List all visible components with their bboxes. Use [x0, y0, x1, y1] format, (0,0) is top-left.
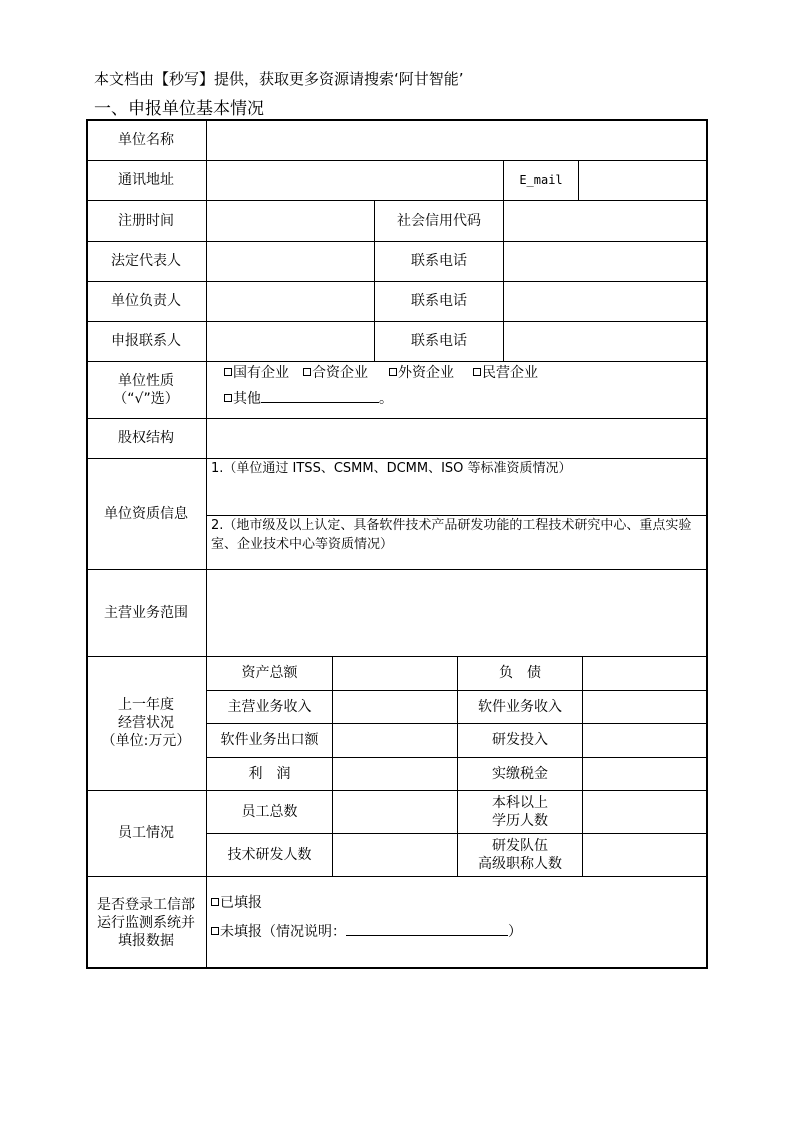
operation-label	[86, 656, 206, 790]
qualification-label: 单位资质信息	[104, 505, 188, 522]
email-label: E_mail	[519, 173, 563, 187]
monitor-not-filled-label: 未填报（情况说明：	[220, 924, 346, 940]
unit-nature-label	[86, 361, 206, 418]
equity-field[interactable]	[207, 419, 706, 458]
applicant-contact-label: 申报联系人	[111, 333, 181, 349]
staff-label: 员工情况	[118, 825, 174, 841]
legal-rep-field[interactable]	[207, 242, 374, 281]
unit-nature-label-line2: （“√”选）	[113, 390, 179, 407]
monitor-label-line2: 运行监测系统并	[97, 914, 195, 931]
monitor-option-not-filled[interactable]	[211, 923, 522, 941]
operation-label-line2: 经营状况	[118, 715, 174, 731]
bachelor-label-line2: 学历人数	[492, 812, 548, 829]
total-assets-label: 资产总额	[241, 665, 298, 681]
bachelor-label	[458, 790, 582, 833]
rd-team-label-line2: 高级职称人数	[478, 855, 562, 872]
monitor-label	[86, 876, 206, 969]
checkbox-icon	[211, 898, 219, 906]
checkbox-icon	[224, 368, 232, 376]
checkbox-icon	[211, 927, 219, 935]
legal-rep-phone-field[interactable]	[504, 242, 706, 281]
tax-paid-label: 实缴税金	[492, 765, 548, 782]
total-staff-label: 员工总数	[241, 803, 298, 820]
credit-code-label: 社会信用代码	[397, 212, 481, 229]
reg-time-label: 注册时间	[118, 212, 174, 229]
bachelor-label-line1: 本科以上	[492, 794, 548, 811]
unit-name-label: 单位名称	[118, 131, 174, 148]
nature-option-joint-venture[interactable]	[303, 364, 368, 382]
liabilities-field[interactable]	[583, 657, 706, 690]
monitor-label-line1: 是否登录工信部	[97, 896, 195, 913]
rd-investment-label: 研发投入	[492, 732, 548, 748]
business-scope-field[interactable]	[207, 570, 706, 656]
nature-option-foreign[interactable]	[389, 364, 454, 382]
nature-option-label: 合资企业	[312, 365, 368, 381]
nature-option-private[interactable]	[473, 364, 538, 382]
qualification-note-1[interactable]: 1.（单位通过 ITSS、CSMM、DCMM、ISO 等标准资质情况）	[211, 461, 572, 476]
monitor-label-line3: 填报数据	[118, 932, 174, 949]
software-export-field[interactable]	[333, 724, 457, 757]
checkbox-icon	[224, 394, 232, 402]
software-revenue-label: 软件业务收入	[478, 698, 562, 715]
profit-label: 利 润	[248, 765, 291, 782]
address-field[interactable]	[207, 161, 503, 200]
monitor-not-filled-end: ）	[508, 924, 522, 940]
legal-rep-phone-label: 联系电话	[411, 253, 467, 269]
checkbox-icon	[389, 368, 397, 376]
applicant-phone-label: 联系电话	[411, 333, 467, 349]
operation-label-line3: （单位:万元）	[101, 733, 191, 749]
unit-head-phone-field[interactable]	[504, 282, 706, 321]
monitor-option-filled[interactable]	[211, 894, 262, 912]
bachelor-field[interactable]	[583, 791, 706, 833]
rd-team-field[interactable]	[583, 834, 706, 876]
legal-rep-label: 法定代表人	[111, 253, 181, 269]
nature-option-label: 民营企业	[482, 365, 538, 381]
nature-other-end: 。	[379, 391, 393, 407]
email-field[interactable]	[579, 161, 706, 200]
main-revenue-field[interactable]	[333, 691, 457, 723]
tech-rd-staff-field[interactable]	[333, 834, 457, 876]
unit-head-label: 单位负责人	[111, 293, 181, 309]
reg-time-field[interactable]	[207, 201, 374, 241]
operation-label-line1: 上一年度	[118, 697, 174, 713]
checkbox-icon	[473, 368, 481, 376]
unit-head-field[interactable]	[207, 282, 374, 321]
tax-paid-field[interactable]	[583, 758, 706, 790]
nature-other-label: 其他	[233, 391, 261, 407]
applicant-contact-field[interactable]	[207, 322, 374, 361]
tech-rd-staff-label: 技术研发人数	[227, 846, 312, 863]
nature-other-blank[interactable]	[261, 390, 379, 403]
document-notice: 本文档由【秒写】提供，获取更多资源请搜索‘阿甘智能’	[94, 70, 464, 88]
unit-nature-label-line1: 单位性质	[118, 372, 174, 389]
address-label: 通讯地址	[118, 172, 174, 188]
total-assets-field[interactable]	[333, 657, 457, 690]
nature-option-other[interactable]	[224, 390, 393, 408]
rd-team-label-line1: 研发队伍	[492, 837, 548, 854]
liabilities-label: 负 债	[499, 665, 541, 681]
nature-option-state-owned[interactable]	[224, 364, 289, 382]
monitor-filled-label: 已填报	[220, 895, 262, 911]
rd-investment-field[interactable]	[583, 724, 706, 757]
credit-code-field[interactable]	[504, 201, 706, 241]
profit-field[interactable]	[333, 758, 457, 790]
nature-option-label: 外资企业	[398, 365, 454, 381]
software-export-label: 软件业务出口额	[220, 732, 319, 748]
nature-option-label: 国有企业	[233, 365, 289, 381]
not-filled-explanation-blank[interactable]	[346, 923, 508, 936]
unit-head-phone-label: 联系电话	[411, 293, 467, 309]
rd-team-label	[458, 833, 582, 876]
section-title: 一、申报单位基本情况	[94, 99, 264, 119]
equity-label: 股权结构	[118, 430, 174, 446]
checkbox-icon	[303, 368, 311, 376]
unit-name-field[interactable]	[207, 121, 706, 160]
software-revenue-field[interactable]	[583, 691, 706, 723]
total-staff-field[interactable]	[333, 791, 457, 833]
main-revenue-label: 主营业务收入	[227, 698, 312, 715]
applicant-phone-field[interactable]	[504, 322, 706, 361]
business-scope-label: 主营业务范围	[104, 604, 188, 621]
qualification-note-2[interactable]: 2.（地市级及以上认定、具备软件技术产品研发功能的工程技术研究中心、重点实验室、企业技术中心等资质情况）	[211, 518, 692, 552]
